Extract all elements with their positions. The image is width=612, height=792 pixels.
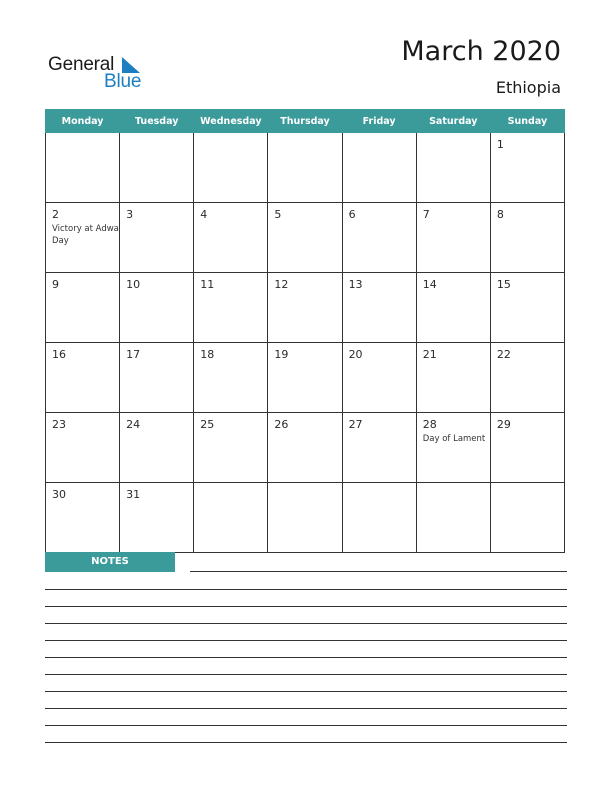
day-number: 3 xyxy=(126,208,134,221)
day-cell xyxy=(490,343,564,413)
day-number: 22 xyxy=(496,348,511,361)
day-cell xyxy=(490,133,564,203)
day-cell xyxy=(342,133,416,203)
notes-line xyxy=(45,742,567,743)
weekday-header: Saturday xyxy=(416,110,490,133)
day-number: 12 xyxy=(274,278,289,291)
holiday-label: Day of Lament xyxy=(422,434,486,444)
day-cell xyxy=(194,133,268,203)
notes-line xyxy=(45,691,567,692)
week-row xyxy=(46,133,565,203)
day-cell xyxy=(120,203,194,273)
day-number: 11 xyxy=(200,278,215,291)
day-cell xyxy=(490,273,564,343)
day-cell xyxy=(268,133,342,203)
day-number: 5 xyxy=(274,208,282,221)
notes-line xyxy=(45,640,567,641)
day-cell xyxy=(342,273,416,343)
day-number: 2 xyxy=(52,208,59,221)
day-cell xyxy=(416,203,490,273)
day-number: 26 xyxy=(274,418,289,431)
day-cell xyxy=(490,483,564,553)
day-cell xyxy=(342,413,416,483)
day-cell xyxy=(46,133,120,203)
day-cell xyxy=(46,273,120,343)
day-cell xyxy=(268,343,342,413)
day-cell xyxy=(268,203,342,273)
notes-line xyxy=(45,725,567,726)
week-row xyxy=(46,343,565,413)
day-cell xyxy=(194,413,268,483)
day-number: 24 xyxy=(126,418,141,431)
day-number: 29 xyxy=(496,418,511,431)
weekday-header: Friday xyxy=(342,110,416,133)
day-cell xyxy=(120,133,194,203)
day-number: 20 xyxy=(348,348,363,361)
day-cell xyxy=(490,203,564,273)
week-row xyxy=(46,483,565,553)
weekday-header: Tuesday xyxy=(120,110,194,133)
weekday-header: Sunday xyxy=(490,110,564,133)
notes-line xyxy=(45,606,567,607)
day-number: 17 xyxy=(126,348,141,361)
notes-line xyxy=(45,708,567,709)
week-row xyxy=(46,273,565,343)
day-number: 14 xyxy=(422,278,437,291)
day-number: 30 xyxy=(52,488,66,501)
day-cell xyxy=(120,343,194,413)
day-cell xyxy=(416,133,490,203)
day-number: 10 xyxy=(126,278,141,291)
notes-line xyxy=(45,623,567,624)
day-cell xyxy=(416,273,490,343)
day-number: 23 xyxy=(52,418,66,431)
notes-line xyxy=(190,571,567,572)
day-cell xyxy=(416,343,490,413)
day-number: 25 xyxy=(200,418,215,431)
day-cell xyxy=(416,413,490,483)
day-number: 16 xyxy=(52,348,66,361)
weekday-header: Monday xyxy=(46,110,120,133)
day-number: 8 xyxy=(496,208,504,221)
logo xyxy=(48,52,158,92)
day-number: 28 xyxy=(422,418,437,431)
weekday-header: Wednesday xyxy=(194,110,268,133)
day-cell xyxy=(120,273,194,343)
day-number: 6 xyxy=(348,208,356,221)
notes-header: NOTES xyxy=(45,552,175,572)
day-cell xyxy=(342,343,416,413)
week-row xyxy=(46,413,565,483)
day-cell xyxy=(416,483,490,553)
day-number: 7 xyxy=(422,208,430,221)
day-number: 4 xyxy=(200,208,208,221)
day-cell xyxy=(194,273,268,343)
day-number: 27 xyxy=(348,418,363,431)
weekday-header: Thursday xyxy=(268,110,342,133)
day-number: 9 xyxy=(52,278,59,291)
day-number: 1 xyxy=(496,138,504,151)
day-cell xyxy=(490,413,564,483)
day-cell xyxy=(268,273,342,343)
logo-general-text: General xyxy=(48,54,115,75)
day-cell xyxy=(46,483,120,553)
day-number: 21 xyxy=(422,348,437,361)
day-number: 13 xyxy=(348,278,363,291)
day-cell xyxy=(268,483,342,553)
day-cell xyxy=(120,483,194,553)
day-number: 18 xyxy=(200,348,215,361)
day-cell xyxy=(46,203,120,273)
logo-blue-text: Blue xyxy=(104,71,142,92)
country-label: Ethiopia xyxy=(495,78,561,97)
day-cell xyxy=(342,203,416,273)
day-cell xyxy=(194,203,268,273)
calendar-grid xyxy=(45,109,565,553)
day-cell xyxy=(46,413,120,483)
page-title: March 2020 xyxy=(401,36,561,67)
week-row xyxy=(46,203,565,273)
day-cell xyxy=(194,483,268,553)
day-number: 19 xyxy=(274,348,289,361)
day-cell xyxy=(194,343,268,413)
holiday-label: Victory at Adwa Day xyxy=(52,224,119,246)
notes-line xyxy=(45,589,567,590)
weekday-header-row xyxy=(46,110,565,133)
day-cell xyxy=(342,483,416,553)
day-cell xyxy=(46,343,120,413)
day-number: 31 xyxy=(126,488,141,501)
day-number: 15 xyxy=(496,278,511,291)
day-cell xyxy=(120,413,194,483)
notes-line xyxy=(45,674,567,675)
day-cell xyxy=(268,413,342,483)
notes-line xyxy=(45,657,567,658)
